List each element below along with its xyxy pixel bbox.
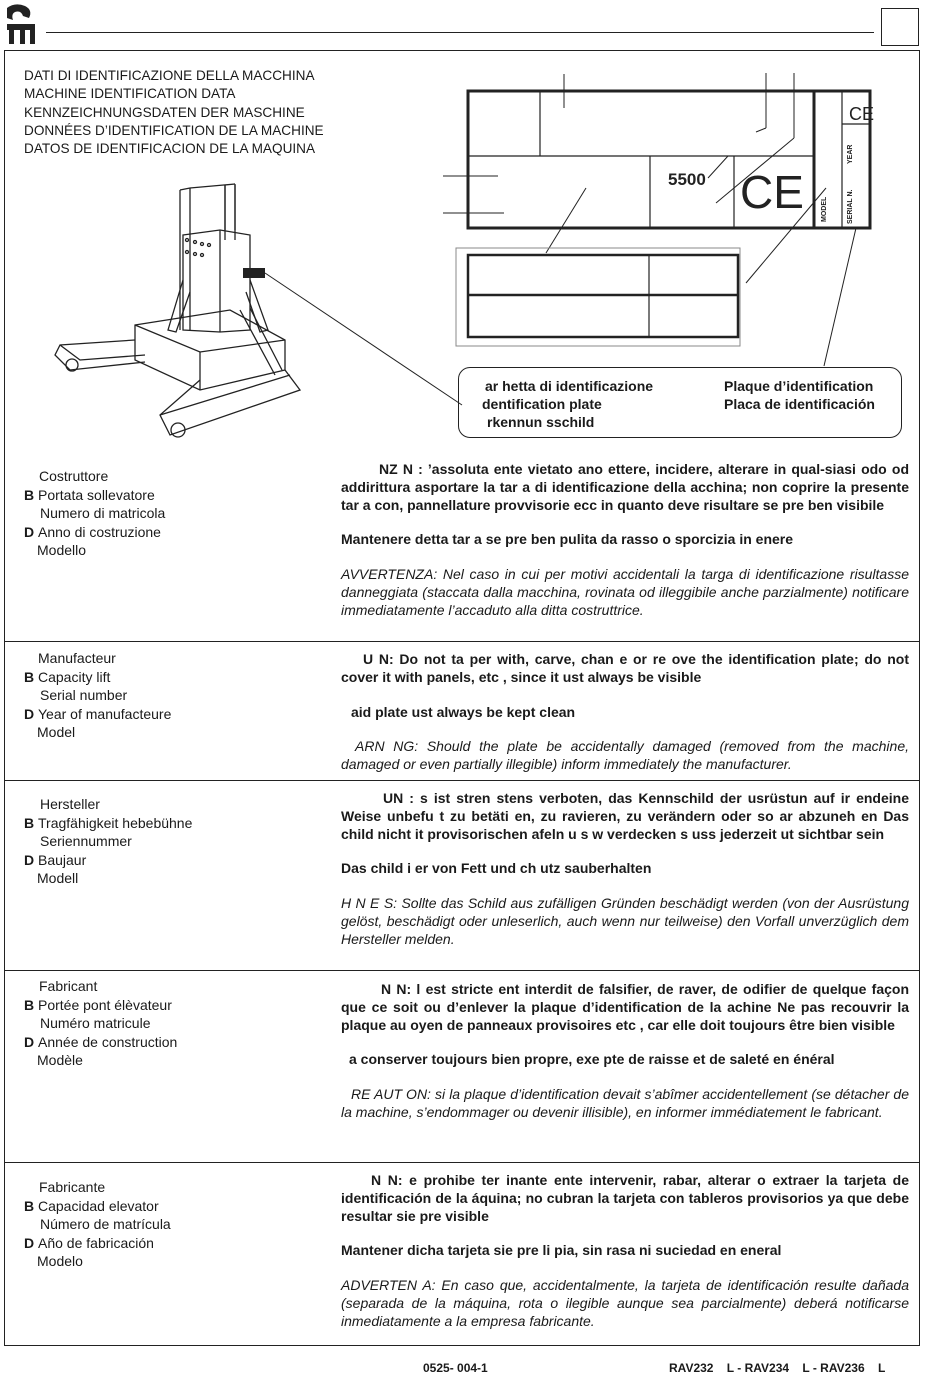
warning-text: UN : s ist stren stens verboten, das Kennschild der usrüstun auf ir endeine Weise unbefu t zu betäti en, zu ravieren, zu verändern oder so ar abzuneh en Das child nicht it provisorischen afeln u s w verdecken s uss jederzeit ut sichtbar sein [341,790,909,842]
note-text: ARN NG: Should the plate be accidentally damaged (removed from the machine, damaged or even partially illegible) inform immediately the manufacturer. [341,738,909,773]
caption-es: Placa de identificación [724,396,875,412]
title-it: DATI DI IDENTIFICAZIONE DELLA MACCHINA [24,68,315,83]
legend-key: B [24,814,35,831]
title-en: MACHINE IDENTIFICATION DATA [24,86,236,102]
title-fr: DONNÉES D’IDENTIFICATION DE LA MACHINE [24,122,324,138]
cleaning-text: Das child i er von Fett und ch utz sauberhalten [341,860,652,877]
legend-item: Portata sollevatore [38,486,155,503]
legend-item: Hersteller [40,796,100,812]
header-rule [46,32,874,33]
legend-item: Modell [37,870,79,886]
caption-de: rkennun sschild [487,414,595,430]
legend-item: Manufacteur [38,650,116,666]
legend-item: Fabricant [39,978,98,994]
plate-label-model: MODEL [821,196,828,222]
note-text: ADVERTEN A: En caso que, accidentalmente, la tarjeta de identificación resulte dañada (separada de la máquina, rota o ilegible aunque sea parcialmente) deberá notificarse inmediatamente a la empresa fabricante. [341,1277,909,1329]
title-de: KENNZEICHNUNGSDATEN DER MASCHINE [24,104,305,120]
legend-item: Tragfähigkeit hebebühne [38,814,193,831]
plate-label-serial: SERIAL N. [847,189,854,224]
identification-plate-diagram [438,68,878,368]
cleaning-text: a conserver toujours bien propre, exe pte de raisse et de saleté en énéral [349,1051,835,1068]
legend-de [24,795,192,888]
brand-logo-icon [3,2,41,48]
caption-en: dentification plate [482,396,602,412]
legend-item: Capacidad elevator [38,1197,159,1214]
caption-it: ar hetta di identificazione [485,378,654,394]
note-text: H N E S: Sollte das Schild aus zufälligen Gründen beschädigt werden (von der Ausrüstung gelöst, beschädigt oder unleserlich, auch wenn nur teilweise) den Vorfall unverzüglich dem Hersteller melden. [341,895,909,947]
legend-item: Fabricante [39,1179,106,1195]
title-es: DATOS DE IDENTIFICACION DE LA MAQUINA [24,141,316,157]
legend-item: Anno di costruzione [38,523,161,540]
legend-item: Serial number [40,687,128,703]
legend-item: Seriennummer [40,833,132,849]
legend-key: D [24,1033,35,1050]
section-divider [4,970,920,971]
legend-en [24,649,171,742]
model-list: RAV232 L - RAV234 L - RAV236 L [669,1361,886,1375]
legend-key: D [24,1234,35,1251]
warning-text: NZ N : ’assoluta ente vietato ano ettere, incidere, alterare in qual-siasi odo od addirittura asportare la tar a di identificazione della acchina; non coprire la presente tar a con, pannellature provvisorie ecc in quanto deve risultare se pre ben visibile [341,461,909,513]
plate-caption-box [458,367,902,438]
warning-text: N N: l est stricte ent interdit de falsifier, de raver, de odifier de quelque façon que ce soit ou d’enlever la plaque d’identification de la achine Ne pas recouvrir la plaque au oyen de panneaux provisoires etc , car elle doit toujours être bien visible [341,981,909,1033]
legend-item: Capacity lift [38,668,111,685]
identification-titles [24,67,324,158]
legend-item: Costruttore [39,468,109,484]
plate-label-year: YEAR [847,144,854,164]
legend-key: B [24,1197,35,1214]
legend-es [24,1178,171,1271]
plate-location-marker [243,268,265,278]
text-block-en [341,651,909,791]
lift-column-illustration [50,180,470,445]
legend-item: Année de construction [38,1033,178,1050]
legend-item: Numéro matricule [40,1015,151,1031]
text-block-fr [341,981,909,1139]
legend-it [24,467,165,560]
legend-key: D [24,851,35,868]
section-divider [4,1162,920,1163]
warning-text: N N: e prohibe ter inante ente intervenir, rabar, alterar o extraer la tarjeta de identificación de la áquina; no cubran la tarjeta con tableros provisorios ya que debe resultar sie pre visible [341,1172,909,1224]
warning-text: U N: Do not ta per with, carve, chan e or re ove the identification plate; do not cover it with panels, etc , since it ust always be visible [341,651,909,685]
cleaning-text: Mantenere detta tar a se pre ben pulita da rasso o sporcizia in enere [341,531,794,548]
legend-item: Portée pont élèvateur [38,996,172,1013]
legend-item: Baujaur [38,851,87,868]
legend-item: Numero di matricola [40,505,166,521]
legend-item: Modelo [37,1253,83,1269]
legend-item: Modello [37,542,87,558]
legend-item: Year of manufacteure [38,705,172,722]
cleaning-text: Mantener dicha tarjeta sie pre li pia, sin rasa ni suciedad en eneral [341,1242,782,1259]
plate-ce-mark: CE [740,166,804,218]
plate-capacity-value: 5500 [668,170,706,189]
note-text: AVVERTENZA: Nel caso in cui per motivi accidentali la targa di identificazione risultasse danneggiata (staccata dalla macchina, rovinata od illeggibile anche parzialmente) notificare immediatamente l’accaduto alla ditta costruttrice. [341,566,909,618]
legend-fr [24,977,177,1070]
legend-key: B [24,668,35,685]
text-block-de [341,790,909,966]
legend-item: Model [37,724,76,740]
text-block-es [341,1172,909,1348]
legend-key: B [24,486,35,503]
plate-ce-small-mark: CE [849,104,875,124]
cleaning-text: aid plate ust always be kept clean [351,703,576,720]
legend-key: D [24,523,35,540]
legend-item: Modèle [37,1052,83,1068]
section-divider [4,641,920,642]
document-code: 0525- 004-1 [423,1361,488,1375]
page-number-box [881,8,919,46]
legend-key: D [24,705,35,722]
legend-item: Número de matrícula [40,1216,171,1232]
legend-key: B [24,996,35,1013]
legend-item: Año de fabricación [38,1234,154,1251]
caption-fr: Plaque d’identification [724,378,874,394]
text-block-it [341,461,909,637]
note-text: RE AUT ON: si la plaque d’identification devait s’abîmer accidentellement (se détacher de la machine, s’endommager ou devenir illisible), en informer immédiatement le fabricant. [341,1086,909,1120]
